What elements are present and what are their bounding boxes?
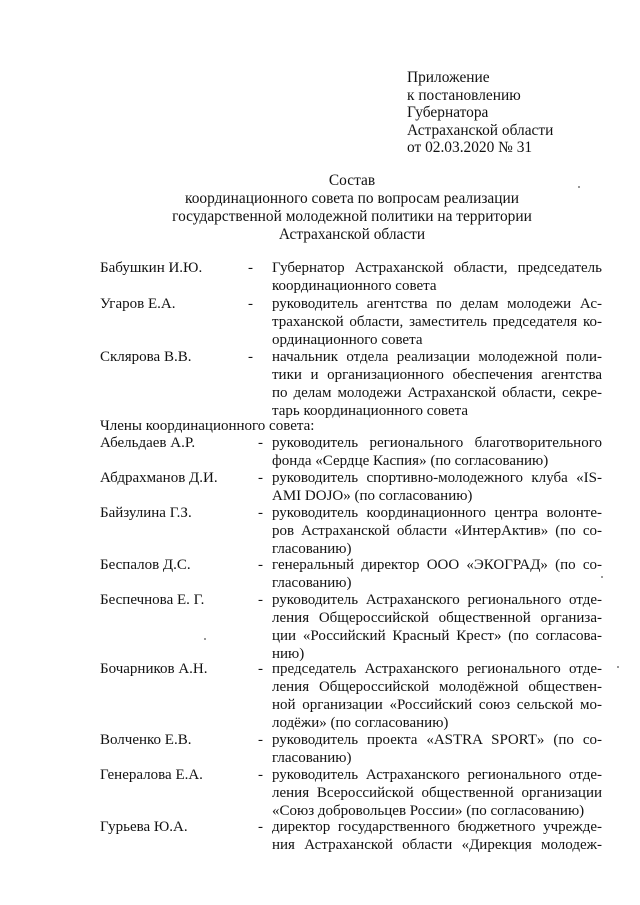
- title-line: государственной молодежной политики на территории: [172, 208, 532, 225]
- person-role: [272, 818, 602, 854]
- person-name: Склярова В.В.: [100, 349, 192, 365]
- appendix-line: к постановлению: [407, 86, 521, 104]
- person-name: Абдрахманов Д.И.: [100, 470, 218, 486]
- role-line: гласованию): [272, 575, 352, 591]
- person-role: [272, 504, 602, 558]
- role-line: руководитель Астраханского регионального отде-: [272, 767, 602, 783]
- person-role: [272, 660, 602, 732]
- person-name: Бочарников А.Н.: [100, 661, 208, 677]
- role-line: фонда «Сердце Каспия» (по согласованию): [272, 453, 549, 469]
- role-line: руководитель спортивно-молодежного клуба «IS-: [272, 470, 602, 486]
- person-name: Байзулина Г.З.: [100, 505, 192, 521]
- role-line: гласованию): [272, 750, 352, 766]
- dash-separator: -: [248, 260, 253, 276]
- role-line: ной организации «Российский союз сельской мо-: [272, 697, 602, 713]
- dash-separator: -: [248, 296, 253, 312]
- role-line: тарь координационного совета: [272, 403, 469, 419]
- role-line: ции «Российский Красный Крест» (по согласова-: [272, 628, 602, 644]
- person-name: Беспечнова Е. Г.: [100, 592, 205, 608]
- person-role: [272, 469, 602, 505]
- role-line: ления Общероссийской молодёжной обществен-: [272, 679, 602, 695]
- scan-speck: [204, 638, 206, 640]
- person-role: [272, 259, 602, 295]
- dash-separator: -: [258, 505, 263, 521]
- scan-speck: [578, 186, 580, 188]
- person-role: [272, 348, 602, 420]
- scan-speck: [601, 576, 603, 578]
- role-line: генеральный директор ООО «ЭКОГРАД» (по со-: [272, 557, 602, 573]
- role-line: руководитель регионального благотворительного: [272, 435, 602, 451]
- role-line: директор государственного бюджетного учрежде-: [272, 819, 602, 835]
- dash-separator: -: [258, 557, 263, 573]
- role-line: руководитель проекта «ASTRA SPORT» (по со-: [272, 732, 602, 748]
- role-line: траханской области, заместитель председателя ко-: [272, 314, 602, 330]
- role-line: ординационного совета: [272, 332, 423, 348]
- role-line: AMI DOJO» (по согласованию): [272, 488, 473, 504]
- scan-speck: [617, 666, 619, 668]
- role-line: лодёжи» (по согласованию): [272, 715, 449, 731]
- members-heading: Члены координационного совета:: [100, 418, 315, 434]
- dash-separator: -: [258, 819, 263, 835]
- person-name: Беспалов Д.С.: [100, 557, 191, 573]
- role-line: руководитель координационного центра волонте-: [272, 505, 602, 521]
- appendix-line: от 02.03.2020 № 31: [407, 139, 533, 157]
- person-role: [272, 556, 602, 592]
- title-line: Состав: [328, 172, 376, 189]
- dash-separator: -: [258, 435, 263, 451]
- title-line: координационного совета по вопросам реализации: [185, 190, 519, 207]
- person-name: Гурьева Ю.А.: [100, 819, 188, 835]
- appendix-line: Приложение: [407, 69, 490, 86]
- title-line: Астраханской области: [278, 226, 426, 243]
- role-line: нию): [272, 646, 305, 662]
- person-role: [272, 766, 602, 820]
- dash-separator: -: [258, 661, 263, 677]
- role-line: руководитель агентства по делам молодежи Ас-: [272, 296, 602, 312]
- role-line: «Союз добровольцев России» (по согласованию): [272, 803, 585, 819]
- appendix-note: [407, 69, 553, 157]
- dash-separator: -: [258, 767, 263, 783]
- person-name: Абельдаев А.Р.: [100, 435, 196, 451]
- dash-separator: -: [248, 349, 253, 365]
- person-role: [272, 591, 602, 663]
- role-line: по делам молодежи Астраханской области, секре-: [272, 385, 602, 401]
- dash-separator: -: [258, 470, 263, 486]
- appendix-line: Губернатора: [407, 104, 489, 122]
- person-name: Волченко Е.В.: [100, 732, 192, 748]
- role-line: ров Астраханской области «ИнтерАктив» (по со-: [272, 523, 602, 539]
- document-title: [100, 172, 604, 244]
- role-line: гласованию): [272, 541, 352, 557]
- role-line: Губернатор Астраханской области, председатель: [272, 260, 602, 276]
- role-line: ления Всероссийской общественной организации: [272, 785, 602, 801]
- role-line: тики и организационного обеспечения агентства: [272, 367, 602, 383]
- role-line: руководитель Астраханского регионального отде-: [272, 592, 602, 608]
- person-role: [272, 295, 602, 349]
- person-role: [272, 731, 602, 767]
- dash-separator: -: [258, 732, 263, 748]
- role-line: координационного совета: [272, 278, 437, 294]
- role-line: ния Астраханской области «Дирекция молодеж-: [272, 837, 602, 853]
- person-name: Угаров Е.А.: [100, 296, 176, 312]
- appendix-line: Астраханской области: [407, 121, 554, 139]
- person-name: Бабушкин И.Ю.: [100, 260, 203, 276]
- role-line: начальник отдела реализации молодежной поли-: [272, 349, 602, 365]
- person-name: Генералова Е.А.: [100, 767, 203, 783]
- role-line: председатель Астраханского регионального отде-: [272, 661, 602, 677]
- person-role: [272, 434, 602, 470]
- dash-separator: -: [258, 592, 263, 608]
- role-line: ления Общероссийской общественной организа-: [272, 610, 602, 626]
